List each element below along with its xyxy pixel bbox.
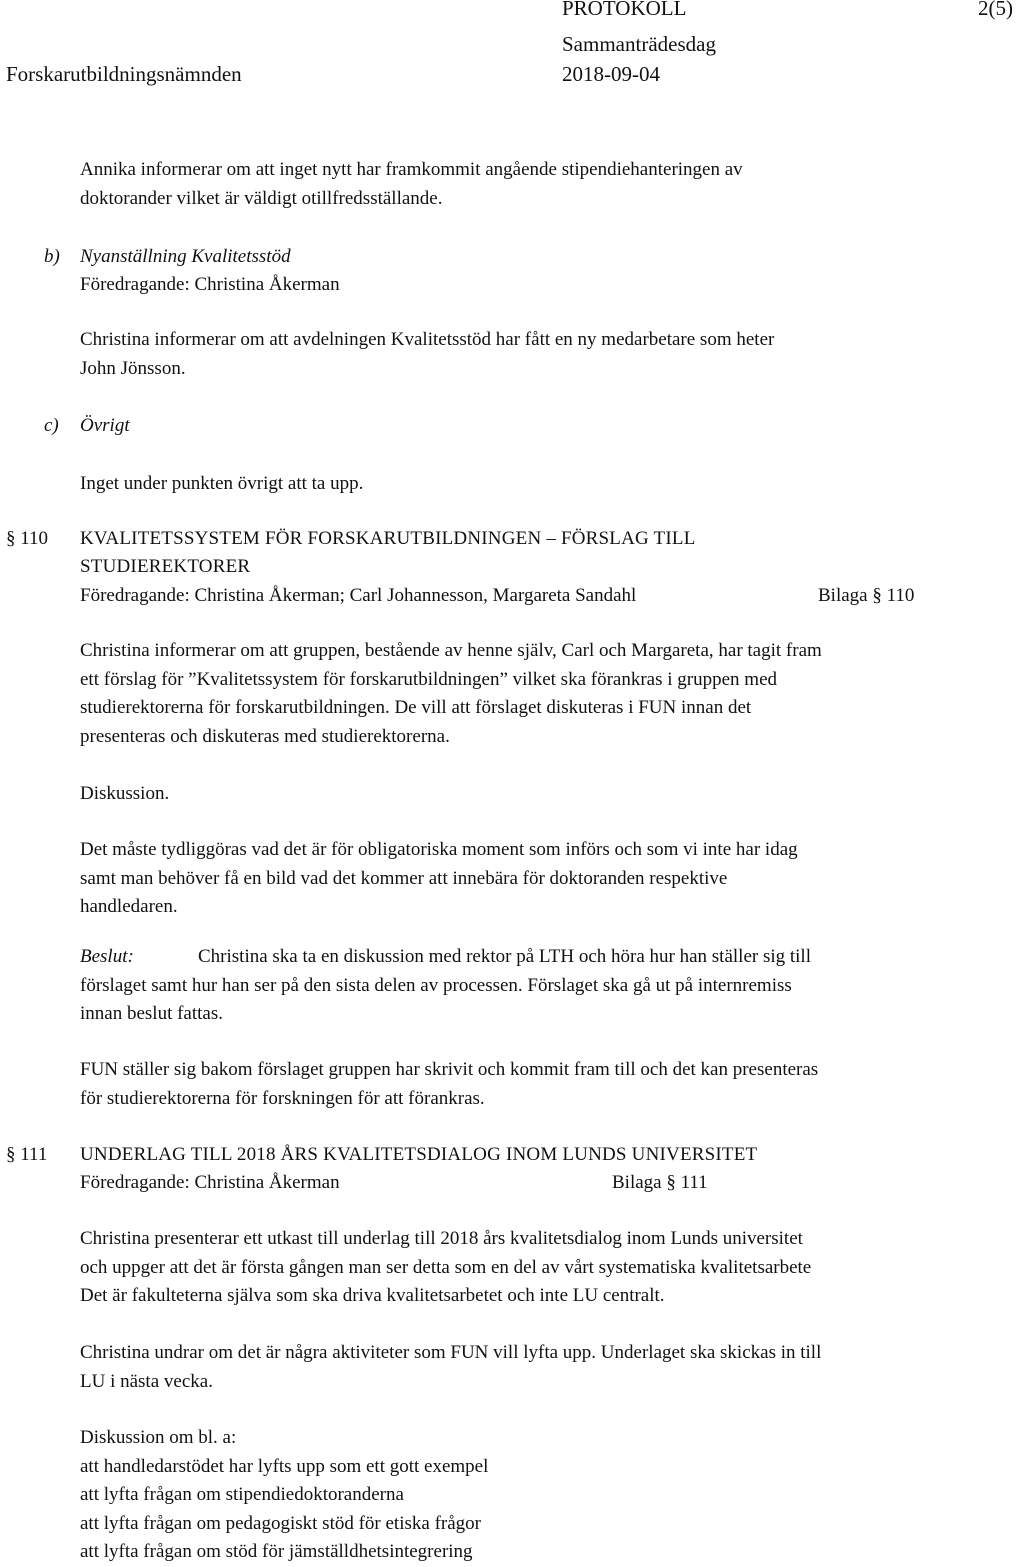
text-line: Christina informerar om att avdelningen Kvalitetsstöd har fått en ny medarbetare som heter xyxy=(80,329,775,350)
section-110-presenter: Föredragande: Christina Åkerman; Carl Johannesson, Margareta Sandahl xyxy=(80,585,637,606)
item-b-paragraph xyxy=(80,326,1015,383)
page-number: 2(5) xyxy=(978,0,1013,20)
item-b-title: Nyanställning Kvalitetsstöd xyxy=(80,246,291,267)
list-item: att lyfta frågan om stöd för jämställdhetsintegrering xyxy=(80,1541,473,1562)
text-line: ett förslag för ”Kvalitetssystem för forskarutbildningen” vilket ska förankras i gruppen med xyxy=(80,668,777,690)
section-110-title: KVALITETSSYSTEM FÖR FORSKARUTBILDNINGEN – FÖRSLAG TILL xyxy=(80,528,696,549)
section-111-paragraph-2 xyxy=(80,1339,1015,1396)
text-line: Christina presenterar ett utkast till underlag till 2018 års kvalitetsdialog inom Lunds universitet xyxy=(80,1228,803,1249)
text-line: Christina undrar om det är några aktiviteter som FUN vill lyfta upp. Underlaget ska skickas in till xyxy=(80,1342,822,1363)
text-line: samt man behöver få en bild vad det kommer att innebära för doktoranden respektive xyxy=(80,867,728,889)
text-line: studierektorerna för forskarutbildningen. De vill att förslaget diskuteras i FUN innan det xyxy=(80,697,752,718)
section-111-presenter: Föredragande: Christina Åkerman xyxy=(80,1172,340,1193)
text-line: doktorander vilket är väldigt otillfredsställande. xyxy=(80,187,443,209)
text-line: LU i nästa vecka. xyxy=(80,1370,213,1392)
section-110-discussion: Diskussion. xyxy=(80,783,170,804)
decision-text xyxy=(80,943,1015,1029)
list-item: att lyfta frågan om stipendiedoktoranderna xyxy=(80,1484,404,1505)
intro-paragraph xyxy=(80,156,1015,213)
item-c-title: Övrigt xyxy=(80,415,130,436)
section-110-title-continued: STUDIEREKTORER xyxy=(80,556,251,577)
section-111-number: § 111 xyxy=(6,1144,48,1165)
item-b-presenter: Föredragande: Christina Åkerman xyxy=(80,274,340,295)
section-111-title: UNDERLAG TILL 2018 ÅRS KVALITETSDIALOG INOM LUNDS UNIVERSITET xyxy=(80,1144,758,1165)
text-line: innan beslut fattas. xyxy=(80,1003,223,1024)
text-line: Annika informerar om att inget nytt har framkommit angående stipendiehanteringen av xyxy=(80,159,743,180)
section-110-attachment: Bilaga § 110 xyxy=(818,585,915,606)
discussion-intro: Diskussion om bl. a: xyxy=(80,1427,237,1448)
list-item: att handledarstödet har lyfts upp som ett gott exempel xyxy=(80,1455,489,1477)
decision-label: Beslut: xyxy=(80,946,134,967)
text-line: förslaget samt hur han ser på den sista delen av processen. Förslaget ska gå ut på internremiss xyxy=(80,974,792,996)
item-c-marker: c) xyxy=(44,415,59,436)
text-line: Christina ska ta en diskussion med rektor på LTH och höra hur han ställer sig till xyxy=(198,946,811,967)
meeting-type: Sammanträdesdag xyxy=(562,32,716,56)
section-110-paragraph-2 xyxy=(80,836,1015,922)
text-line: och uppger att det är första gången man ser detta som en del av vårt systematiska kvalitetsarbete xyxy=(80,1256,812,1278)
text-line: Christina informerar om att gruppen, bestående av henne själv, Carl och Margareta, har tagit fram xyxy=(80,640,822,661)
list-item: att lyfta frågan om pedagogiskt stöd för etiska frågor xyxy=(80,1512,481,1534)
document-type: PROTOKOLL xyxy=(562,0,687,20)
text-line: FUN ställer sig bakom förslaget gruppen har skrivit och kommit fram till och det kan presenteras xyxy=(80,1059,819,1080)
text-line: för studierektorerna för forskningen för att förankras. xyxy=(80,1087,485,1109)
text-line: John Jönsson. xyxy=(80,357,186,379)
organization-name: Forskarutbildningsnämnden xyxy=(6,62,242,86)
text-line: presenteras och diskuteras med studierektorerna. xyxy=(80,725,450,747)
item-b-marker: b) xyxy=(44,246,60,267)
section-110-paragraph-3 xyxy=(80,1056,1015,1113)
text-line: Det måste tydliggöras vad det är för obligatoriska moment som införs och som vi inte har idag xyxy=(80,839,798,860)
text-line: handledaren. xyxy=(80,896,178,917)
meeting-date: 2018-09-04 xyxy=(562,62,660,86)
section-111-paragraph-1 xyxy=(80,1225,1015,1311)
item-c-text: Inget under punkten övrigt att ta upp. xyxy=(80,473,364,494)
section-110-number: § 110 xyxy=(6,528,49,549)
text-line: Det är fakulteterna själva som ska driva kvalitetsarbetet och inte LU centralt. xyxy=(80,1285,665,1306)
section-111-discussion-list xyxy=(80,1424,1015,1567)
section-111-attachment: Bilaga § 111 xyxy=(612,1172,708,1193)
section-110-paragraph-1 xyxy=(80,637,1015,751)
